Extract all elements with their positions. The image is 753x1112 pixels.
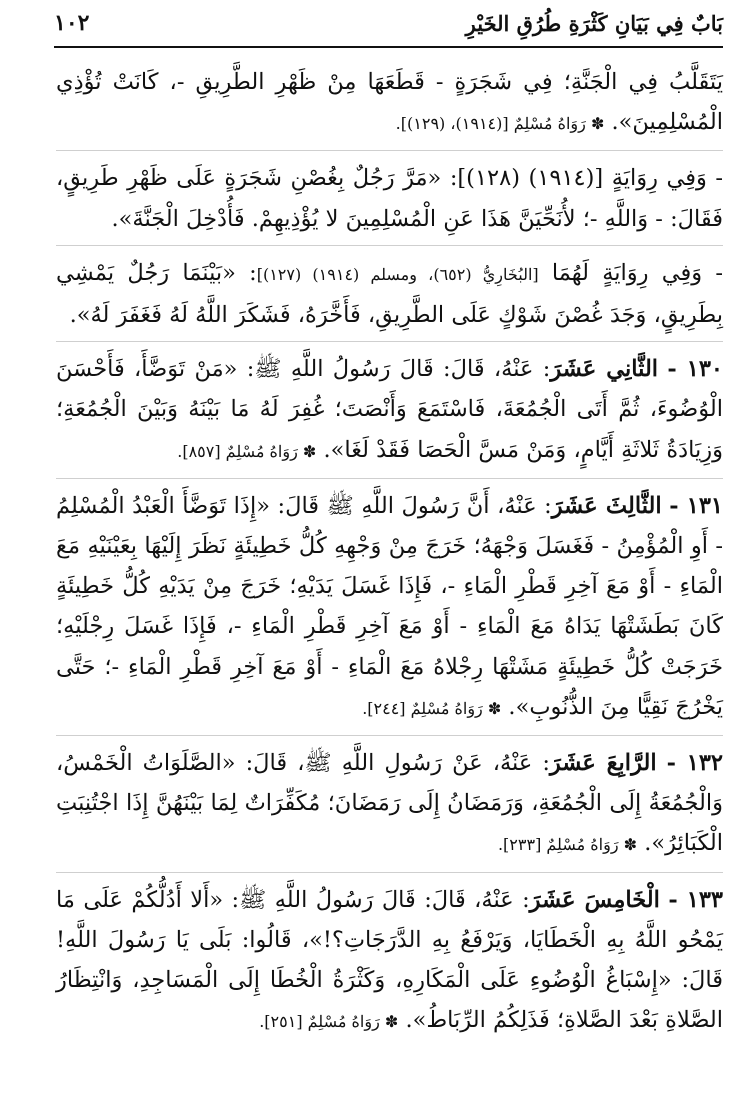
hadith-source: ✽ رَوَاهُ مُسْلِمٌ [٨٥٧].	[177, 441, 317, 461]
paragraph-continuation	[56, 62, 723, 144]
separator-line	[56, 245, 723, 246]
hadith-131	[56, 486, 723, 729]
hadith-source: ✽ رَوَاهُ مُسْلِمٌ [٢٥١].	[259, 1012, 399, 1032]
hadith-number: ١٣٠ -	[667, 356, 723, 383]
page-body	[56, 62, 723, 1042]
separator-line	[56, 478, 723, 479]
hadith-133	[56, 880, 723, 1043]
page-number: ١٠٢	[54, 10, 90, 36]
paragraph-narration	[56, 253, 723, 335]
hadith-text: : عَنْهُ، أَنَّ رَسُولَ اللَّهِ ﷺ قَالَ: «إِذَا تَوَضَّأَ الْعَبْدُ الْمُسْلِمُ - أَوِ الْمُؤْمِنُ - فَغَسَلَ وَجْهَهُ؛ خَرَجَ مِنْ وَجْهِهِ كُلُّ خَطِيئَةٍ نَظَرَ إِلَيْهَا بِعَيْنَيْهِ مَعَ الْمَاءِ - أَوْ مَعَ آخِرِ قَطْرِ الْمَاءِ -، فَإِذَا غَسَلَ يَدَيْهِ؛ خَرَجَ مِنْ يَدَيْهِ كُلُّ خَطِيئَةٍ كَانَ بَطَشَتْهَا يَدَاهُ مَعَ الْمَاءِ - أَوْ مَعَ آخِرِ قَطْرِ الْمَاءِ -، فَإِذَا غَسَلَ رِجْلَيْهِ؛ خَرَجَتْ كُلُّ خَطِيئَةٍ مَشَتْهَا رِجْلاهُ مَعَ الْمَاءِ - أَوْ مَعَ آخِرِ قَطْرِ الْمَاءِ -؛ حَتَّى يَخْرُجَ نَقِيًّا مِنَ الذُّنُوبِ».	[56, 492, 723, 720]
hadith-number: ١٣٣ -	[668, 886, 724, 913]
separator-line	[56, 150, 723, 151]
hadith-number: ١٣٢ -	[666, 750, 724, 777]
hadith-ordinal: الثَّالِثَ عَشَرَ	[551, 492, 662, 519]
hadith-text: : عَنْهُ، عَنْ رَسُولِ اللَّهِ ﷺ، قَالَ: «الصَّلَوَاتُ الْخَمْسُ، وَالْجُمُعَةُ إِلَى الْجُمُعَةِ، وَرَمَضَانُ إِلَى رَمَضَانَ؛ مُكَفِّرَاتٌ لِمَا بَيْنَهُنَّ إِذَا اجْتُنِبَتِ الْكَبَائِرُ».	[56, 750, 723, 857]
hadith-source: [البُخَارِيُّ (٦٥٢)، ومسلم (١٩١٤) (١٢٧)]	[256, 264, 539, 284]
paragraph-text: - وَفِي رِوَايَةٍ لَهُمَا	[538, 259, 724, 286]
hadith-ordinal: الرَّابِعَ عَشَرَ	[549, 750, 657, 777]
separator-line	[56, 341, 723, 342]
page-header	[54, 0, 723, 48]
paragraph-narration	[56, 158, 723, 238]
hadith-ordinal: الْخَامِسَ عَشَرَ	[529, 886, 660, 913]
hadith-text: : عَنْهُ، قَالَ: قَالَ رَسُولُ اللَّهِ ﷺ: «مَنْ تَوَضَّأَ، فَأَحْسَنَ الْوُضُوءَ، ثُمَّ أَتَى الْجُمُعَةَ، فَاسْتَمَعَ وَأَنْصَتَ؛ غُفِرَ لَهُ مَا بَيْنَهُ وَبَيْنَ الْجُمُعَةِ؛ وَزِيَادَةُ ثَلاثَةِ أَيَّامٍ، وَمَنْ مَسَّ الْحَصَا فَقَدْ لَغَا».	[56, 356, 723, 463]
hadith-132	[56, 743, 723, 866]
separator-line	[56, 735, 723, 736]
paragraph-text: يَتَقَلَّبُ فِي الْجَنَّةِ؛ فِي شَجَرَةٍ - قَطَعَهَا مِنْ ظَهْرِ الطَّرِيقِ -، كَانَتْ تُؤْذِي الْمُسْلِمِينَ».	[56, 69, 723, 136]
paragraph-text: - وَفِي رِوَايَةٍ [(١٩١٤) (١٢٨)]: «مَرَّ رَجُلٌ بِغُصْنِ شَجَرَةٍ عَلَى ظَهْرِ طَرِيقٍ، فَقَالَ: - وَاللَّهِ -؛ لأُنَحِّيَنَّ هَذَا عَنِ الْمُسْلِمِينَ لا يُؤْذِيهِمْ. فَأُدْخِلَ الْجَنَّةَ».	[56, 165, 723, 232]
hadith-130	[56, 349, 723, 472]
hadith-number: ١٣١ -	[669, 492, 724, 519]
hadith-source: ✽ رَوَاهُ مُسْلِمٌ [(١٩١٤)، (١٢٩)].	[395, 114, 605, 134]
hadith-text: : عَنْهُ، قَالَ: قَالَ رَسُولُ اللَّهِ ﷺ: «أَلا أَدُلُّكُمْ عَلَى مَا يَمْحُو اللَّهُ بِهِ الْخَطَايَا، وَيَرْفَعُ بِهِ الدَّرَجَاتِ؟!»، قَالُوا: بَلَى يَا رَسُولَ اللَّهِ! قَالَ: «إِسْبَاغُ الْوُضُوءِ عَلَى الْمَكَارِهِ، وَكَثْرَةُ الْخُطَا إِلَى الْمَسَاجِدِ، وَانْتِظَارُ الصَّلاةِ بَعْدَ الصَّلاةِ؛ فَذَلِكُمُ الرِّبَاطُ».	[56, 886, 723, 1034]
hadith-source: ✽ رَوَاهُ مُسْلِمٌ [٢٣٣].	[497, 835, 638, 855]
hadith-ordinal: الثَّانِي عَشَرَ	[550, 356, 659, 383]
running-title: بَابٌ فِي بَيَانِ كَثْرَةِ طُرُقِ الخَيْرِ	[465, 10, 723, 36]
hadith-source: ✽ رَوَاهُ مُسْلِمٌ [٢٤٤].	[362, 698, 502, 718]
paragraph-text: : «بَيْنَمَا رَجُلٌ يَمْشِي بِطَرِيقٍ، وَجَدَ غُصْنَ شَوْكٍ عَلَى الطَّرِيقِ، فَأَخَّرَهُ، فَشَكَرَ اللَّهُ لَهُ فَغَفَرَ لَهُ».	[56, 259, 723, 329]
separator-line	[56, 872, 723, 873]
